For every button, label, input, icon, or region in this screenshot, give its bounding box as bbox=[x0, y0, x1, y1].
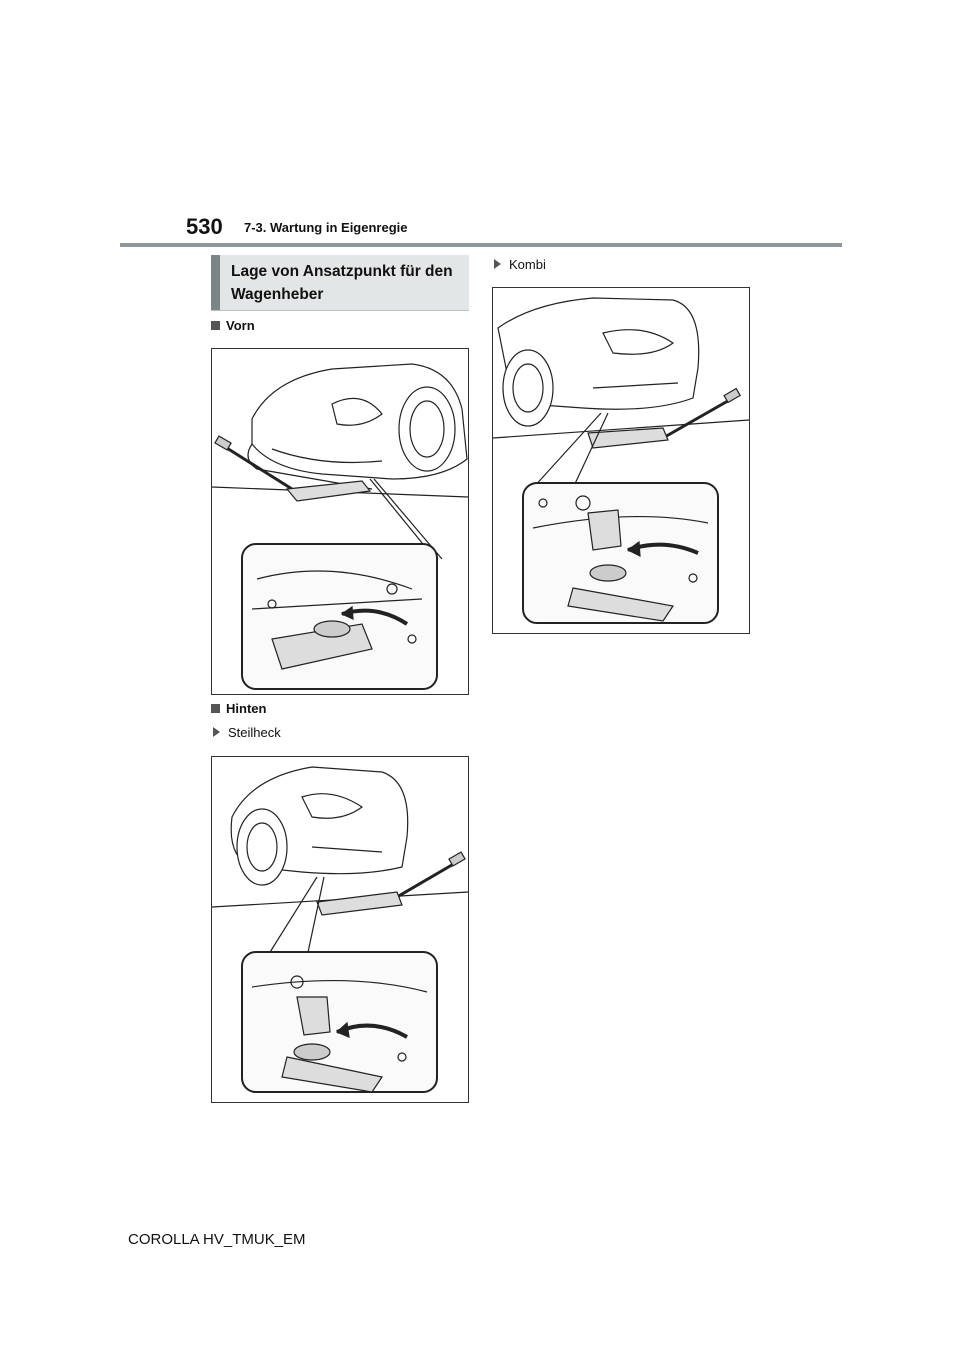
subheading-rear bbox=[211, 701, 266, 716]
hatchback-jack-point-figure bbox=[211, 756, 469, 1103]
subheading-front bbox=[211, 318, 255, 333]
header-rule bbox=[120, 243, 842, 247]
front-label: Vorn bbox=[226, 318, 255, 333]
heading-rule bbox=[211, 310, 469, 311]
heading-line-1: Lage von Ansatzpunkt für den bbox=[231, 263, 453, 280]
rear-label: Hinten bbox=[226, 701, 267, 716]
square-bullet-icon bbox=[211, 321, 220, 330]
section-heading bbox=[211, 255, 469, 310]
estate-label: Kombi bbox=[509, 257, 546, 272]
model-code: COROLLA HV_TMUK_EM bbox=[128, 1231, 306, 1248]
triangle-bullet-icon bbox=[213, 727, 220, 737]
subheading-estate bbox=[494, 257, 546, 272]
section-title: 7-3. Wartung in Eigenregie bbox=[244, 220, 408, 235]
triangle-bullet-icon bbox=[494, 259, 501, 269]
heading-line-2: Wagenheber bbox=[231, 286, 324, 303]
estate-jack-point-figure bbox=[492, 287, 750, 634]
car-rear-hatchback-icon bbox=[212, 757, 468, 1102]
square-bullet-icon bbox=[211, 704, 220, 713]
front-jack-point-figure bbox=[211, 348, 469, 695]
car-front-underside-icon bbox=[212, 349, 468, 694]
hatchback-label: Steilheck bbox=[228, 725, 281, 740]
subheading-hatchback bbox=[213, 725, 281, 740]
car-rear-estate-icon bbox=[493, 288, 749, 633]
page-number: 530 bbox=[186, 214, 223, 239]
